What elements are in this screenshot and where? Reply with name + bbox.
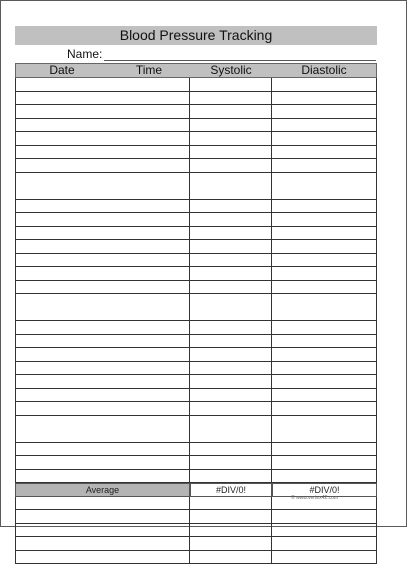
col-header-time: Time bbox=[108, 64, 190, 77]
table-row bbox=[15, 281, 377, 295]
systolic-cell[interactable] bbox=[190, 402, 272, 415]
diastolic-cell[interactable] bbox=[272, 240, 377, 253]
table-row bbox=[15, 335, 377, 349]
col-header-diastolic: Diastolic bbox=[272, 64, 376, 77]
table-row bbox=[15, 173, 377, 200]
systolic-cell[interactable] bbox=[190, 254, 272, 267]
diastolic-cell[interactable] bbox=[272, 402, 377, 415]
table-row bbox=[15, 267, 377, 281]
date-time-cell[interactable] bbox=[15, 173, 190, 199]
diastolic-cell[interactable] bbox=[272, 92, 377, 105]
diastolic-cell[interactable] bbox=[272, 335, 377, 348]
date-time-cell[interactable] bbox=[15, 348, 190, 361]
col-header-date: Date bbox=[16, 64, 108, 77]
systolic-cell[interactable] bbox=[190, 213, 272, 226]
diastolic-cell[interactable] bbox=[272, 119, 377, 132]
table-row bbox=[15, 146, 377, 160]
systolic-cell[interactable] bbox=[190, 551, 272, 564]
systolic-cell[interactable] bbox=[190, 470, 272, 483]
systolic-cell[interactable] bbox=[190, 510, 272, 523]
table-row bbox=[15, 254, 377, 268]
diastolic-cell[interactable] bbox=[272, 375, 377, 388]
diastolic-cell[interactable] bbox=[272, 321, 377, 334]
systolic-cell[interactable] bbox=[190, 389, 272, 402]
systolic-cell[interactable] bbox=[190, 92, 272, 105]
diastolic-cell[interactable] bbox=[272, 456, 377, 469]
table-row bbox=[15, 510, 377, 524]
average-label: Average bbox=[15, 483, 190, 497]
table-row bbox=[15, 227, 377, 241]
systolic-cell[interactable] bbox=[190, 443, 272, 456]
diastolic-cell[interactable] bbox=[272, 254, 377, 267]
diastolic-cell[interactable] bbox=[272, 470, 377, 483]
systolic-cell[interactable] bbox=[190, 335, 272, 348]
table-row bbox=[15, 119, 377, 133]
date-time-cell[interactable] bbox=[15, 524, 190, 537]
average-systolic-value: #DIV/0! bbox=[190, 483, 272, 497]
systolic-cell[interactable] bbox=[190, 146, 272, 159]
date-time-cell[interactable] bbox=[15, 132, 190, 145]
table-row bbox=[15, 132, 377, 146]
table-row bbox=[15, 92, 377, 106]
date-time-cell[interactable] bbox=[15, 402, 190, 415]
table-row bbox=[15, 456, 377, 470]
table-row bbox=[15, 537, 377, 551]
systolic-cell[interactable] bbox=[190, 416, 272, 442]
date-time-cell[interactable] bbox=[15, 375, 190, 388]
systolic-cell[interactable] bbox=[190, 200, 272, 213]
diastolic-cell[interactable] bbox=[272, 132, 377, 145]
date-time-cell[interactable] bbox=[15, 227, 190, 240]
date-time-cell[interactable] bbox=[15, 78, 190, 91]
systolic-cell[interactable] bbox=[190, 524, 272, 537]
diastolic-cell[interactable] bbox=[272, 78, 377, 91]
table-row bbox=[15, 294, 377, 321]
diastolic-cell[interactable] bbox=[272, 281, 377, 294]
systolic-cell[interactable] bbox=[190, 348, 272, 361]
date-time-cell[interactable] bbox=[15, 362, 190, 375]
diastolic-cell[interactable] bbox=[272, 213, 377, 226]
table-row bbox=[15, 524, 377, 538]
diastolic-cell[interactable] bbox=[272, 267, 377, 280]
date-time-cell[interactable] bbox=[15, 389, 190, 402]
table-row bbox=[15, 200, 377, 214]
name-field[interactable] bbox=[104, 60, 376, 61]
date-time-cell[interactable] bbox=[15, 254, 190, 267]
credit-text: © www.vertex42.com bbox=[291, 495, 338, 501]
diastolic-cell[interactable] bbox=[272, 416, 377, 442]
systolic-cell[interactable] bbox=[190, 281, 272, 294]
table-row bbox=[15, 389, 377, 403]
diastolic-cell[interactable] bbox=[272, 443, 377, 456]
systolic-cell[interactable] bbox=[190, 105, 272, 118]
systolic-cell[interactable] bbox=[190, 375, 272, 388]
diastolic-cell[interactable] bbox=[272, 200, 377, 213]
table-row bbox=[15, 416, 377, 443]
systolic-cell[interactable] bbox=[190, 497, 272, 510]
systolic-cell[interactable] bbox=[190, 132, 272, 145]
diastolic-cell[interactable] bbox=[272, 551, 377, 564]
systolic-cell[interactable] bbox=[190, 78, 272, 91]
diastolic-cell[interactable] bbox=[272, 159, 377, 172]
date-time-cell[interactable] bbox=[15, 443, 190, 456]
date-time-cell[interactable] bbox=[15, 92, 190, 105]
diastolic-cell[interactable] bbox=[272, 146, 377, 159]
diastolic-cell[interactable] bbox=[272, 362, 377, 375]
systolic-cell[interactable] bbox=[190, 227, 272, 240]
table-row bbox=[15, 402, 377, 416]
systolic-cell[interactable] bbox=[190, 537, 272, 550]
diastolic-cell[interactable] bbox=[272, 524, 377, 537]
date-time-cell[interactable] bbox=[15, 119, 190, 132]
form-title: Blood Pressure Tracking bbox=[15, 26, 377, 45]
systolic-cell[interactable] bbox=[190, 456, 272, 469]
table-row bbox=[15, 362, 377, 376]
average-diastolic-value: #DIV/0! bbox=[272, 483, 377, 497]
col-header-systolic: Systolic bbox=[190, 64, 272, 77]
date-time-cell[interactable] bbox=[15, 537, 190, 550]
name-label: Name: bbox=[67, 47, 102, 61]
date-time-cell[interactable] bbox=[15, 456, 190, 469]
date-time-cell[interactable] bbox=[15, 240, 190, 253]
date-time-cell[interactable] bbox=[15, 510, 190, 523]
systolic-cell[interactable] bbox=[190, 294, 272, 320]
date-time-cell[interactable] bbox=[15, 497, 190, 510]
table-row bbox=[15, 240, 377, 254]
table-row bbox=[15, 470, 377, 484]
systolic-cell[interactable] bbox=[190, 321, 272, 334]
diastolic-cell[interactable] bbox=[272, 348, 377, 361]
date-time-cell[interactable] bbox=[15, 416, 190, 442]
date-time-cell[interactable] bbox=[15, 159, 190, 172]
table-row bbox=[15, 375, 377, 389]
date-time-cell[interactable] bbox=[15, 551, 190, 564]
systolic-cell[interactable] bbox=[190, 159, 272, 172]
diastolic-cell[interactable] bbox=[272, 510, 377, 523]
systolic-cell[interactable] bbox=[190, 240, 272, 253]
table-row bbox=[15, 321, 377, 335]
date-time-cell[interactable] bbox=[15, 267, 190, 280]
table-row bbox=[15, 159, 377, 173]
diastolic-cell[interactable] bbox=[272, 105, 377, 118]
systolic-cell[interactable] bbox=[190, 362, 272, 375]
date-time-cell[interactable] bbox=[15, 335, 190, 348]
table-header bbox=[15, 63, 377, 78]
diastolic-cell[interactable] bbox=[272, 389, 377, 402]
date-time-cell[interactable] bbox=[15, 470, 190, 483]
systolic-cell[interactable] bbox=[190, 173, 272, 199]
date-time-cell[interactable] bbox=[15, 281, 190, 294]
diastolic-cell[interactable] bbox=[272, 294, 377, 320]
systolic-cell[interactable] bbox=[190, 267, 272, 280]
date-time-cell[interactable] bbox=[15, 294, 190, 320]
date-time-cell[interactable] bbox=[15, 321, 190, 334]
date-time-cell[interactable] bbox=[15, 200, 190, 213]
table-row bbox=[15, 443, 377, 457]
diastolic-cell[interactable] bbox=[272, 227, 377, 240]
date-time-cell[interactable] bbox=[15, 213, 190, 226]
diastolic-cell[interactable] bbox=[272, 173, 377, 199]
diastolic-cell[interactable] bbox=[272, 537, 377, 550]
table-row bbox=[15, 213, 377, 227]
date-time-cell[interactable] bbox=[15, 105, 190, 118]
systolic-cell[interactable] bbox=[190, 119, 272, 132]
date-time-cell[interactable] bbox=[15, 146, 190, 159]
table-row bbox=[15, 78, 377, 92]
table-row bbox=[15, 551, 377, 564]
table-row bbox=[15, 348, 377, 362]
table-row bbox=[15, 105, 377, 119]
